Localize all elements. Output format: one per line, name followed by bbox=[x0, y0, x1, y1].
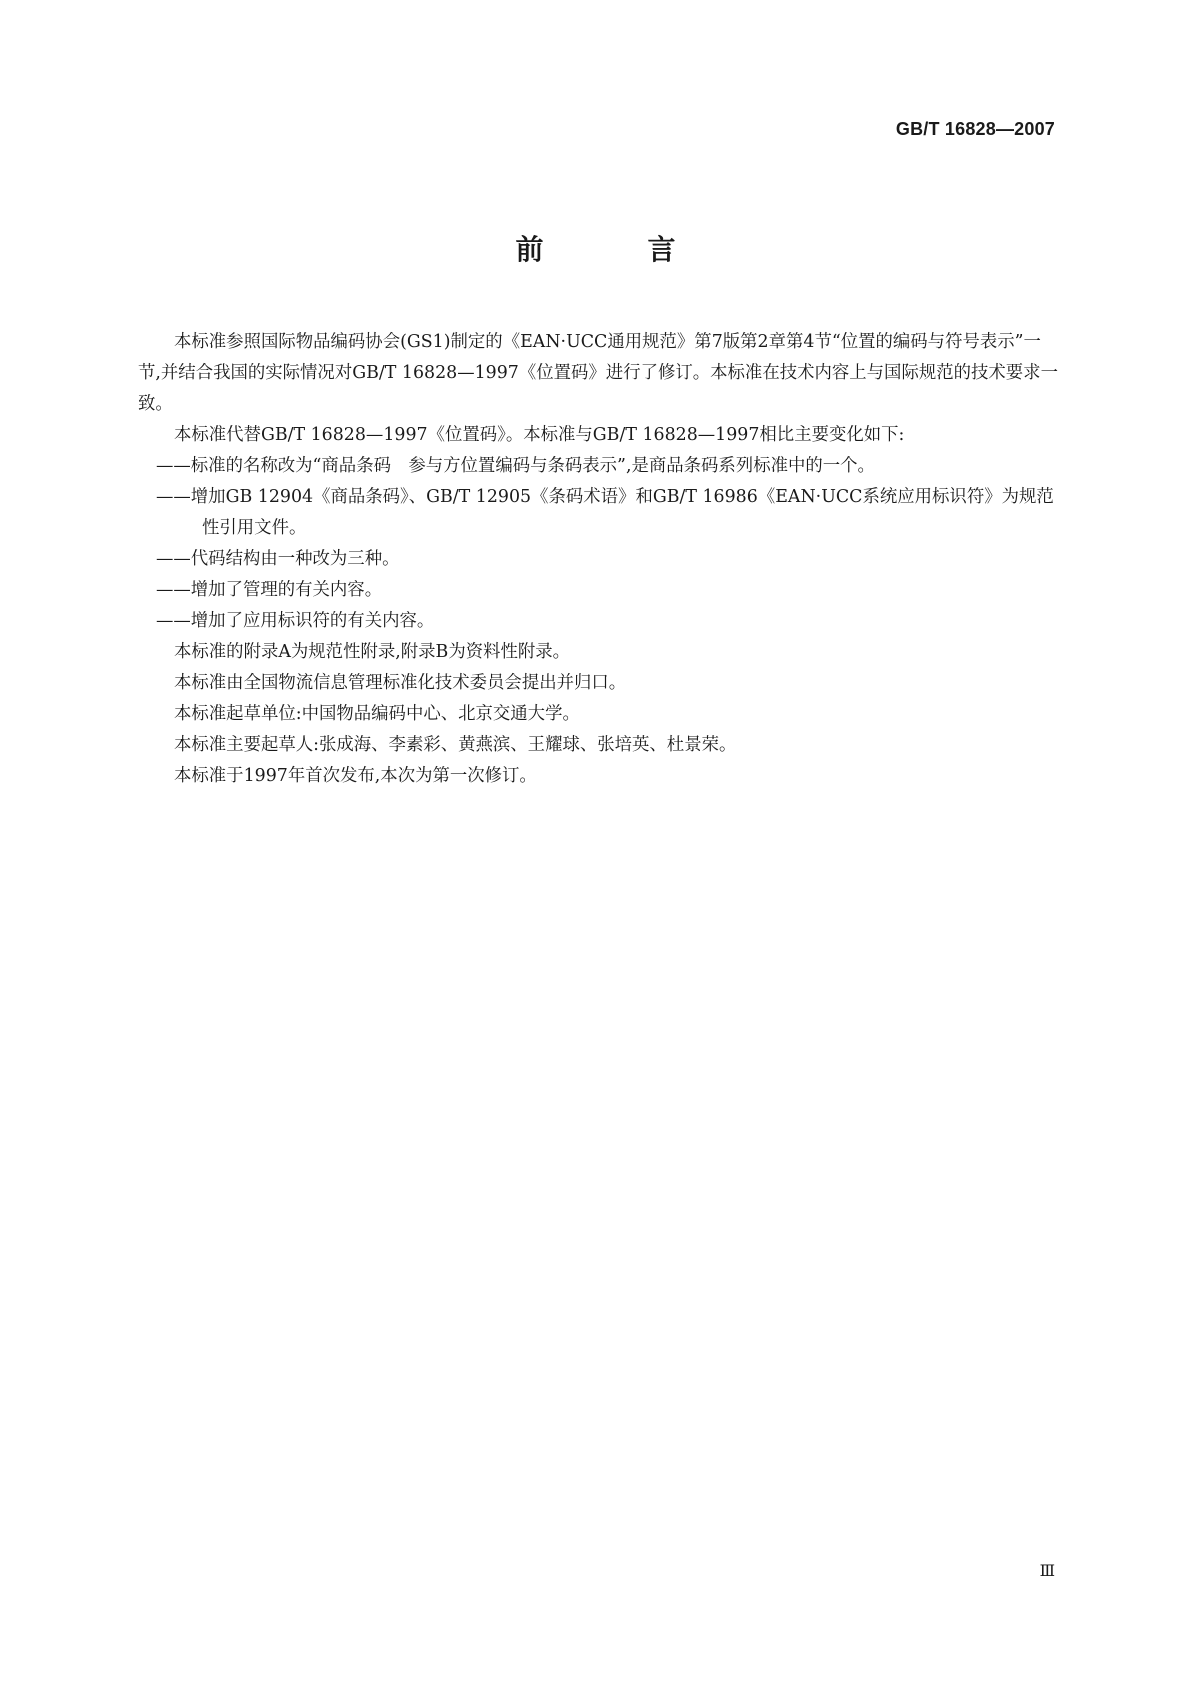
list-item-change: ——标准的名称改为“商品条码 参与方位置编码与条码表示”,是商品条码系列标准中的一个。 bbox=[156, 456, 875, 476]
page-number: Ⅲ bbox=[1039, 1561, 1055, 1580]
paragraph-replaces: 本标准代替GB/T 16828—1997《位置码》。本标准与GB/T 16828—1997相比主要变化如下: bbox=[174, 425, 905, 445]
list-item-change: ——增加GB 12904《商品条码》、GB/T 12905《条码术语》和GB/T 16986《EAN·UCC系统应用标识符》为规范性引用文件。 bbox=[156, 487, 1054, 538]
standard-code: GB/T 16828—2007 bbox=[895, 119, 1055, 139]
paragraph-drafting-units: 本标准起草单位:中国物品编码中心、北京交通大学。 bbox=[174, 704, 580, 724]
paragraph-intro: 本标准参照国际物品编码协会(GS1)制定的《EAN·UCC通用规范》第7版第2章第4节“位置的编码与符号表示”一节,并结合我国的实际情况对GB/T 16828—1997《位置码》进行了修订。本标准在技术内容上与国际规范的技术要求一致。 bbox=[138, 332, 1058, 414]
list-item-change: ——增加了管理的有关内容。 bbox=[156, 580, 383, 600]
list-item-change: ——代码结构由一种改为三种。 bbox=[156, 549, 400, 569]
paragraph-committee: 本标准由全国物流信息管理标准化技术委员会提出并归口。 bbox=[174, 673, 627, 693]
page-title: 前 言 bbox=[515, 233, 714, 266]
paragraph-drafters: 本标准主要起草人:张成海、李素彩、黄燕滨、王耀球、张培英、杜景荣。 bbox=[174, 735, 737, 755]
list-item-change: ——增加了应用标识符的有关内容。 bbox=[156, 611, 435, 631]
foreword-body bbox=[138, 327, 1062, 792]
paragraph-history: 本标准于1997年首次发布,本次为第一次修订。 bbox=[174, 766, 537, 786]
paragraph-annex: 本标准的附录A为规范性附录,附录B为资料性附录。 bbox=[174, 642, 571, 662]
